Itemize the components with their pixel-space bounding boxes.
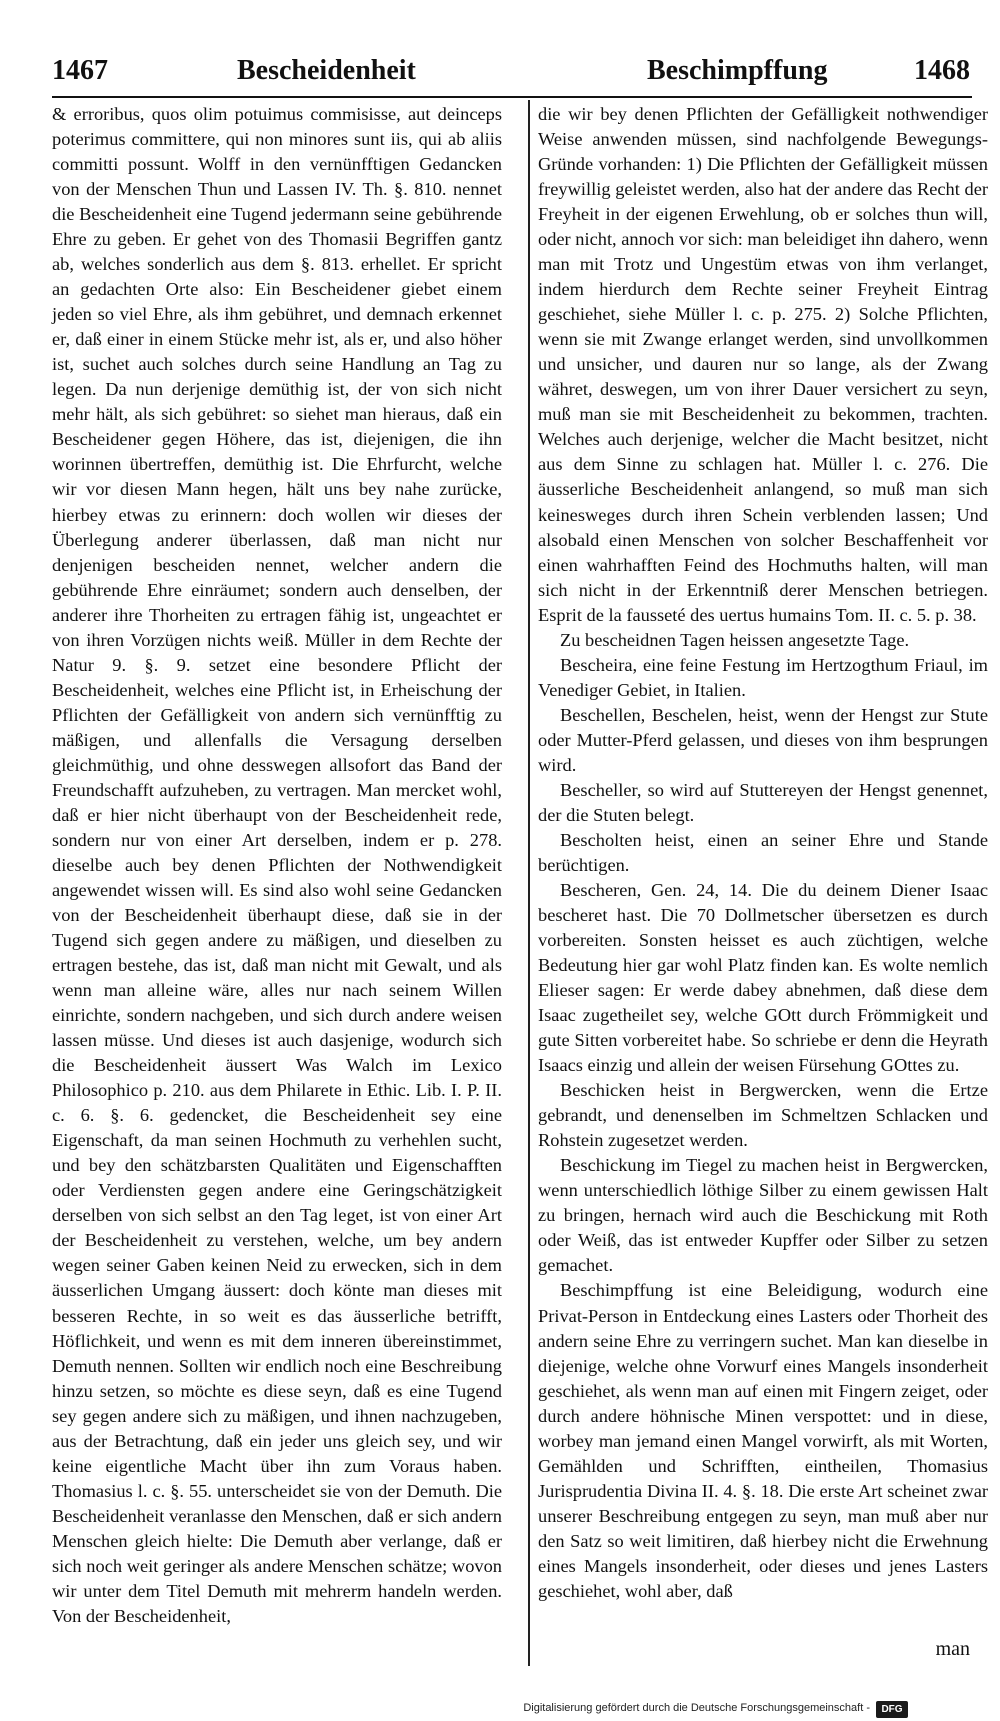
- entry-beschellen: Beschellen, Beschelen, heist, wenn der Hengst zur Stute oder Mutter-Pferd gelassen, und dieses von ihm besprungen wird.: [538, 704, 988, 775]
- page-header: [52, 48, 972, 94]
- dfg-logo: DFG: [876, 1701, 908, 1718]
- page-footer: [0, 1700, 1000, 1721]
- page-number-left: 1467: [52, 55, 108, 86]
- left-column: [52, 102, 502, 1629]
- column-divider: [528, 100, 530, 1666]
- right-column: [538, 102, 988, 1604]
- entry-beschicken: Beschicken heist in Bergwercken, wenn die Ertze gebrandt, und denenselben im Schmeltzen Schlacken und Rohstein zugesetzet werden.: [538, 1080, 988, 1151]
- header-rule: [52, 96, 972, 98]
- digitization-credit: Digitalisierung gefördert durch die Deutsche Forschungsgemeinschaft -: [523, 1702, 870, 1714]
- left-paragraph: & erroribus, quos olim potuimus commisisse, aut deinceps poterimus committere, qui non minores sunt iis, qui ab aliis committi possunt. Wolff in den vernünfftigen Gedancken von der Menschen Thun und Lassen IV. Th. §. 810. nennet die Bescheidenheit eine Tugend jedermann seine gebührende Ehre zu geben. Er gehet von des Thomasii Begriffen gantz ab, welches sonderlich aus dem §. 813. erhellet. Er spricht an gedachten Orte also: Ein Bescheidener giebet einem jeden so viel Ehre, als ihm gebühret, und demnach erkennet er, daß einer in einem Stücke mehr ist, als er, und also höher ist, suchet auch solches durch seine Handlung an Tag zu legen. Da nun derjenige demüthig ist, der von sich nicht mehr hält, als sich gebühret: so siehet man hieraus, daß ein Bescheidener gegen Höhere, das ist, diejenigen, die ihn worinnen übertreffen, demüthig ist. Die Ehrfurcht, welche wir vor diesen Mann hegen, hält uns bey nahe zurücke, hierbey etwas zu erinnern: doch wollen wir dieses der Überlegung anderer überlassen, daß man nicht nur denjenigen bescheiden nennet, welcher andern die gebührende Ehre einräumet; sondern auch denselben, der anderer ihre Thorheiten zu ertragen fähig ist, ungeachtet er von ihren Vorzügen nichts weiß. Müller in dem Rechte der Natur 9. §. 9. setzet eine besondere Pflicht der Bescheidenheit, welches eine Pflicht ist, in Erheischung der Pflichten der Gefälligkeit von andern sich vernünfftig zu mäßigen, und allenfalls die Versagung derselben gleichmüthig, und ohne desswegen allsofort das Band der Freundschafft aufzuheben, zu vertragen. Man mercket wohl, daß er hier nicht überhaupt von der Bescheidenheit rede, sondern nur von einer Art derselben, indem er p. 278. dieselbe auch bey denen Pflichten der Nothwendigkeit angewendet wissen will. Es sind also wohl seine Gedancken von der Bescheidenheit überhaupt diese, daß sie in der Tugend sich gegen andere zu mäßigen, und dieselben zu ertragen bestehe, das ist, daß man nicht mit Gewalt, und als wenn man alleine wäre, alles nur nach seinem Willen einrichte, sondern nachgeben, und sich durch andere weisen lassen müsse. Und dieses ist auch dasjenige, wodurch sich die Bescheidenheit äussert Was Walch im Lexico Philosophico p. 210. aus dem Philarete in Ethic. Lib. I. P. II. c. 6. §. 6. gedencket, die Bescheidenheit sey eine Eigenschaft, da man seinen Hochmuth zu verhehlen sucht, und bey den schätzbarsten Qualitäten und Eigenschafften oder Verdiensten gegen andere eine Geringschätzigkeit derselben von sich selbst an den Tag leget, ist von einer Art der Bescheidenheit zu verstehen, welche, um bey andern wegen seiner Gaben keinen Neid zu erwecken, sich in dem äusserlichen Umgang äussert: doch könte man dieses mit besseren Rechte, in so weit es das äusserliche betrifft, Höflichkeit, und wenn es mit dem inneren übereinstimmet, Demuth nennen. Sollten wir endlich noch eine Beschreibung hinzu setzen, so möchte es diese seyn, daß es eine Tugend sey gegen andere sich zu mäßigen, und ihnen nachzugeben, aus der Betrachtung, daß ein jeder uns gleich sey, und wir keine eigentliche Macht über ihn zum Voraus haben. Thomasius l. c. §. 55. unterscheidet sie von der Demuth. Die Bescheidenheit veranlasse den Menschen, daß er sich andern Menschen gleich hielte: Die Demuth aber verlange, daß er sich noch weit geringer als andere Menschen schätze; wovon wir unter dem Titel Demuth mit mehrerm handeln werden. Von der Bescheidenheit,: [52, 104, 502, 1626]
- page-number-right: 1468: [914, 55, 970, 86]
- running-title-left: Bescheidenheit: [237, 55, 416, 86]
- entry-beschickung: Beschickung im Tiegel zu machen heist in Bergwercken, wenn unterschiedlich löthige Silber zu einem gewissen Halt zu bringen, hernach wird auch die Beschickung mit Roth oder Weiß, das ist entweder Kupffer oder Silber zu setzen gemachet.: [538, 1155, 988, 1276]
- entry-bescheller: Bescheller, so wird auf Stuttereyen der Hengst genennet, der die Stuten belegt.: [538, 779, 988, 825]
- running-title-right: Beschimpffung: [647, 55, 828, 86]
- entry-bescheren: Bescheren, Gen. 24, 14. Die du deinem Diener Isaac bescheret hast. Die 70 Dollmetscher übersetzen es durch vorbereiten. Sonsten heisset es auch züchtigen, welche Bedeutung hier gar wohl Platz finden kan. Es wolte nemlich Elieser sagen: Er werde dabey abnehmen, daß diese dem Isaac zugetheilet sey, welche GOtt durch Frömmigkeit und gute Sitten vorbereitet habe. So schriebe er denn die Heyrath Isaacs einzig und allein der weisen Fürsehung GOttes zu.: [538, 879, 988, 1076]
- entry-bescheira: Bescheira, eine feine Festung im Hertzogthum Friaul, im Venediger Gebiet, in Italien.: [538, 654, 988, 700]
- entry-beschimpffung: Beschimpffung ist eine Beleidigung, wodurch eine Privat-Person in Entdeckung eines Lasters oder Thorheit des andern seine Ehre zu verringern suchet. Man kan dieselbe in diejenige, welche ohne Vorwurf eines Mangels insonderheit geschiehet, als wenn man auf einen mit Fingern zeiget, oder durch andere höhnische Minen verspottet: und in diese, worbey man jemand einen Mangel vorwirft, als mit Worten, Gemählden und Schrifften, eintheilen, Thomasius Jurisprudentia Divina II. 4. §. 18. Die erste Art scheinet zwar unserer Beschreibung entgegen zu seyn, man muß aber nur den Satz so weit limitiren, daß hierbey nicht die Erwehnung eines Mangels insonderheit, oder dieses und jenes Lasters geschiehet, wohl aber, daß: [538, 1280, 988, 1601]
- entry-paragraph: die wir bey denen Pflichten der Gefälligkeit nothwendiger Weise anwenden müssen, sind nachfolgende Bewegungs-Gründe vorhanden: 1) Die Pflichten der Gefälligkeit müssen freywillig geleistet werden, also hat der andere das Recht der Freyheit in der eigenen Erwehlung, ob er solches thun will, oder nicht, annoch vor sich: man beleidiget ihn dahero, wenn man mit Trotz und Ungestüm etwas von ihm verlanget, indem hierdurch dem Rechte seiner Freyheit Eintrag geschiehet, siehe Müller l. c. p. 275. 2) Solche Pflichten, wenn sie mit Zwange erlanget werden, sind unvollkommen und unsicher, und dauren nur so lange, als der Zwang währet, deswegen, um von ihrer Dauer versichert zu seyn, muß man sie mit Bescheidenheit zu bekommen, trachten. Welches auch derjenige, welcher die Macht besitzet, nicht aus dem Sinne zu schlagen hat. Müller l. c. 276. Die äusserliche Bescheidenheit anlangend, so muß man sich keinesweges durch ihren Schein verblenden lassen; Und alsobald einen Menschen von solcher Beschaffenheit vor einen wahrhafften Feind des Hochmuths halten, will man sich nicht in der Erkenntniß derer Menschen betriegen. Esprit de la fausseté des uertus humains Tom. II. c. 5. p. 38.: [538, 104, 988, 625]
- catchword: man: [935, 1638, 970, 1660]
- entry-bescholten: Bescholten heist, einen an seiner Ehre und Stande berüchtigen.: [538, 829, 988, 875]
- book-page: [52, 48, 988, 1668]
- entry-bescheidnen-tagen: Zu bescheidnen Tagen heissen angesetzte Tage.: [560, 629, 910, 650]
